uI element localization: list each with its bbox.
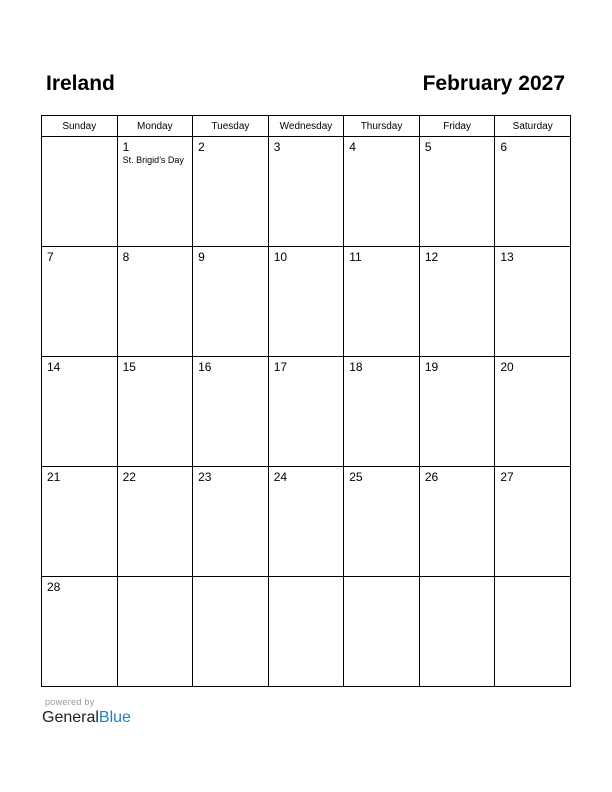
day-cell [495,137,571,247]
day-cell [419,577,495,687]
day-number [420,577,495,580]
weekday-header: Monday [117,116,193,137]
day-cell [495,247,571,357]
day-number: 18 [349,360,363,374]
day-cell [268,577,344,687]
day-number: 15 [122,360,136,374]
day-cell [495,357,571,467]
day-number: 8 [122,250,130,264]
week-row [42,247,571,357]
day-number: 14 [47,360,61,374]
day-number: 13 [500,250,514,264]
day-cell [117,137,193,247]
day-number [193,577,268,580]
day-number: 26 [424,470,439,484]
day-cell [42,137,118,247]
day-number [42,137,117,140]
day-cell [344,247,420,357]
day-cell [117,357,193,467]
day-cell [42,247,118,357]
day-cell [344,137,420,247]
weekday-header-row [42,116,571,137]
day-number [118,577,193,580]
week-row [42,467,571,577]
day-cell [419,357,495,467]
day-number: 23 [198,470,212,484]
day-cell [117,577,193,687]
day-number [344,577,419,580]
calendar-grid [41,115,571,687]
day-number: 21 [47,470,61,484]
day-number: 2 [198,140,205,154]
country-title: Ireland [46,72,115,95]
day-cell [117,467,193,577]
day-number: 27 [500,470,514,484]
day-cell [268,247,344,357]
day-number: 10 [273,250,288,264]
day-cell [193,247,269,357]
day-number: 28 [47,580,61,594]
day-cell [419,467,495,577]
day-cell [193,577,269,687]
day-number: 19 [424,360,439,374]
holiday-label: St. Brigid’s Day [122,155,184,165]
day-cell [42,467,118,577]
day-cell [344,357,420,467]
day-cell [117,247,193,357]
day-number: 4 [349,140,356,154]
day-number: 20 [500,360,514,374]
day-cell [495,467,571,577]
weekday-header: Thursday [344,116,420,137]
day-number: 24 [273,470,288,484]
weekday-header: Saturday [495,116,571,137]
day-number [495,577,570,580]
day-cell [193,467,269,577]
day-number: 16 [198,360,212,374]
footer-branding [42,697,131,728]
day-cell [268,137,344,247]
day-number: 12 [424,250,439,264]
weekday-header: Wednesday [268,116,344,137]
day-number: 11 [349,250,362,264]
day-cell [419,137,495,247]
day-number: 1 [122,140,130,154]
brand-logo[interactable] [42,708,131,728]
day-cell [193,357,269,467]
day-number: 7 [47,250,54,264]
day-number: 9 [198,250,205,264]
day-number: 3 [273,140,281,154]
week-row [42,357,571,467]
powered-by-label: powered by [45,697,95,707]
brand-name-blue: Blue [98,709,131,726]
day-number: 25 [349,470,363,484]
day-cell [344,467,420,577]
week-row [42,577,571,687]
day-cell [193,137,269,247]
weekday-header: Sunday [42,116,118,137]
week-row [42,137,571,247]
day-cell [268,357,344,467]
day-cell [495,577,571,687]
weekday-header: Friday [419,116,495,137]
day-number: 17 [273,360,288,374]
day-cell [268,467,344,577]
day-cell [344,577,420,687]
day-cell [42,577,118,687]
brand-name-general: General [42,709,99,726]
day-number: 22 [122,470,136,484]
weekday-header: Tuesday [193,116,269,137]
day-cell [419,247,495,357]
month-year-title: February 2027 [422,72,565,95]
day-number: 6 [500,140,508,154]
day-number [269,577,344,580]
day-number: 5 [424,140,432,154]
day-cell [42,357,118,467]
